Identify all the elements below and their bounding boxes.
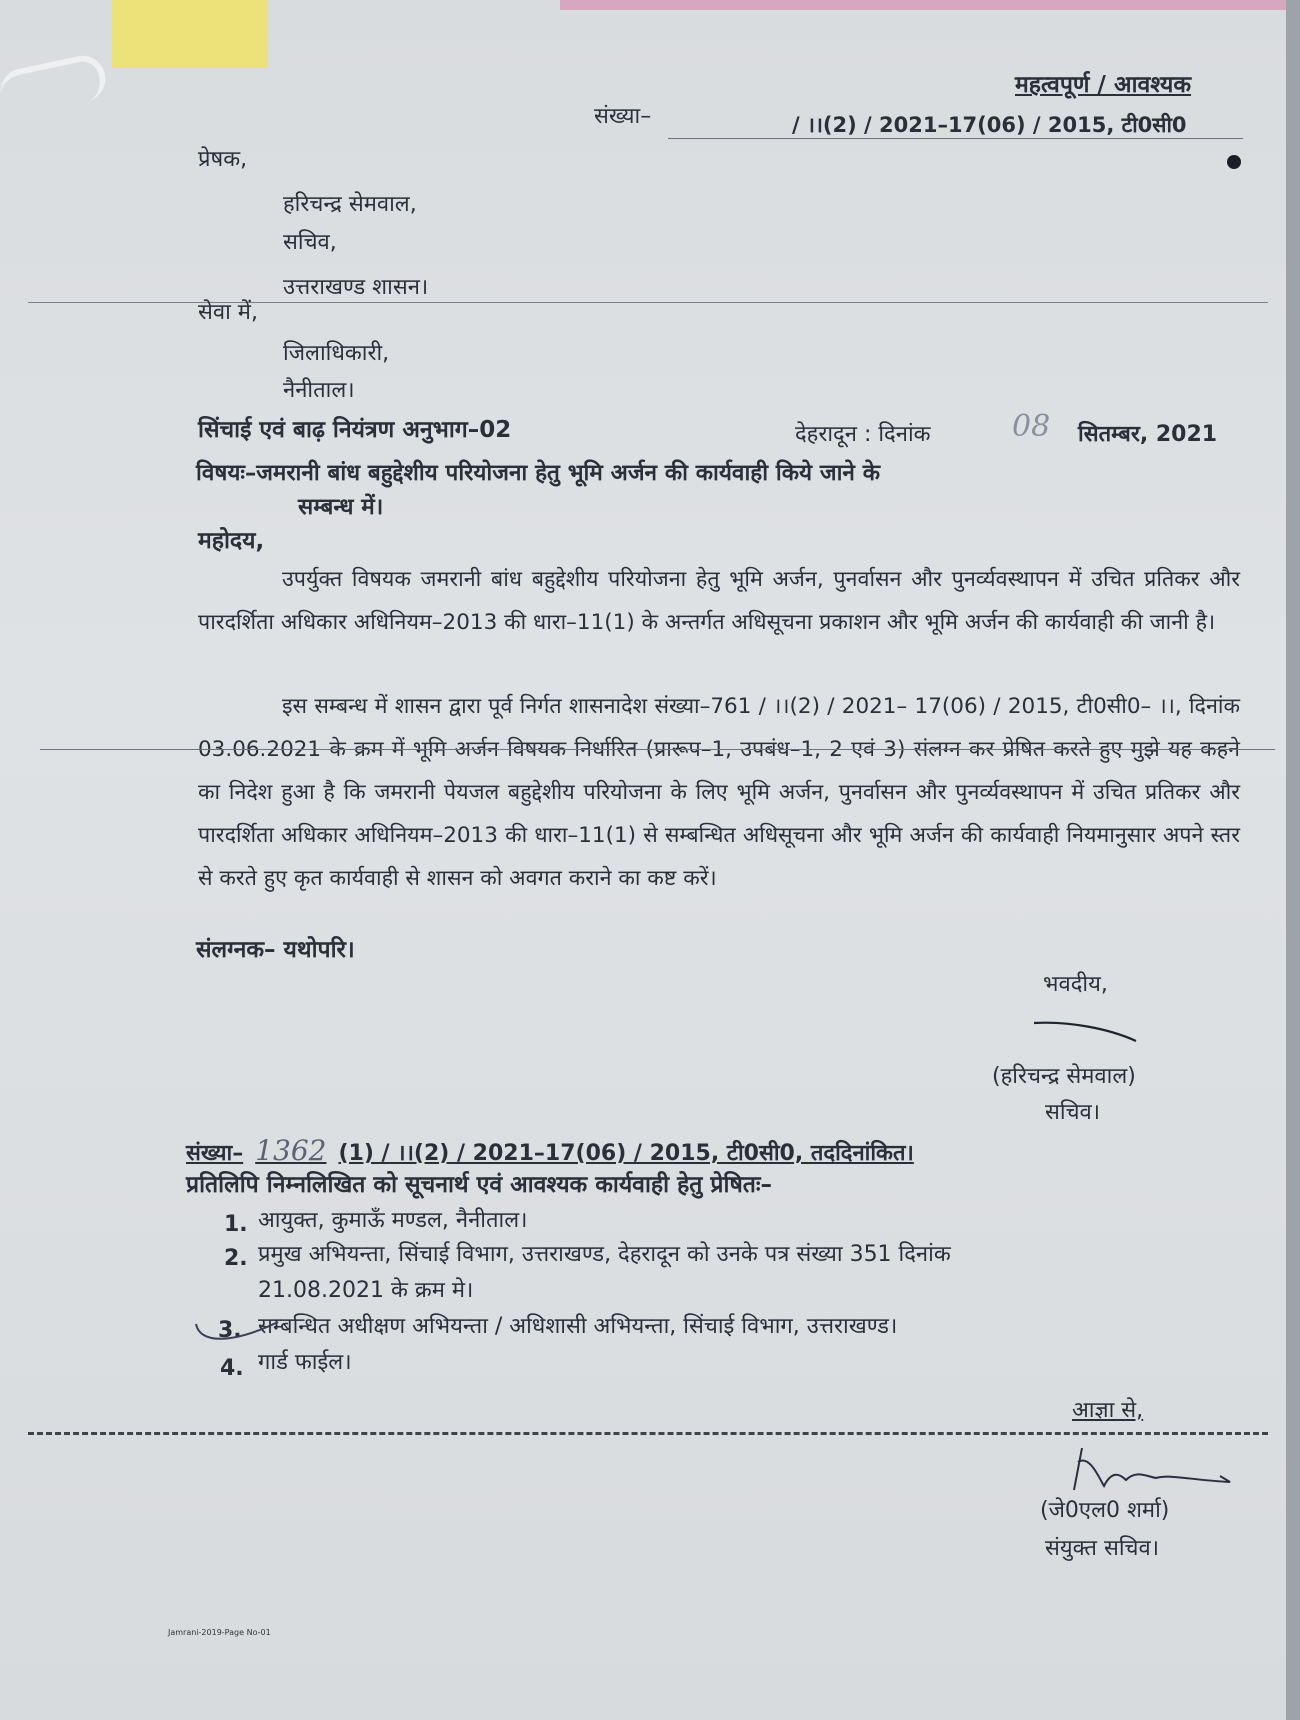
copy-number-handwritten: 1362 <box>255 1134 327 1167</box>
recipient-designation: जिलाधिकारी, <box>283 341 390 366</box>
salutation: महोदय, <box>198 528 265 554</box>
sender-name: हरिचन्द्र सेमवाल, <box>283 192 417 217</box>
copy-item-2-text: प्रमुख अभियन्ता, सिंचाई विभाग, उत्तराखण्ड, देहरादून को उनके पत्र संख्या 351 दिनांक <box>258 1242 951 1267</box>
copy-item-3-text: सम्बन्धित अधीक्षण अभियन्ता / अधिशासी अभियन्ता, सिंचाई विभाग, उत्तराखण्ड। <box>258 1314 898 1339</box>
copy-number-prefix: संख्या– <box>186 1141 244 1166</box>
subject-line-2: सम्बन्ध में। <box>298 494 384 520</box>
copy-item-2-num: 2. <box>224 1246 248 1271</box>
sticky-note <box>112 0 268 68</box>
closing-name: (हरिचन्द्र सेमवाल) <box>992 1064 1136 1089</box>
copy-item-4-num: 4. <box>220 1356 244 1381</box>
date-suffix: सितम्बर, 2021 <box>1078 422 1218 447</box>
priority-label: महत्वपूर्ण / आवश्यक <box>1015 72 1192 98</box>
reference-number: / ।।(2) / 2021–17(06) / 2015, टी0सी0 <box>792 113 1187 137</box>
copy-heading: प्रतिलिपि निम्नलिखित को सूचनार्थ एवं आवश्यक कार्यवाही हेतु प्रेषितः– <box>186 1172 773 1198</box>
sender-office: उत्तराखण्ड शासन। <box>283 275 429 300</box>
by-order: आज्ञा से, <box>1072 1398 1144 1423</box>
binding-string <box>0 51 110 118</box>
copy-item-2-text-cont: 21.08.2021 के क्रम मे। <box>258 1278 474 1303</box>
page-footer: Jamrani-2019-Page No-01 <box>168 1628 271 1637</box>
closing-regards: भवदीय, <box>1043 972 1108 997</box>
copy-number-suffix: (1) / ।।(2) / 2021–17(06) / 2015, टी0सी0, तददिनांकित। <box>338 1141 914 1166</box>
recipient-place: नैनीताल। <box>283 378 355 403</box>
sender-label: प्रेषक, <box>198 147 248 172</box>
order-designation: संयुक्त सचिव। <box>1045 1536 1160 1561</box>
secretary-signature <box>1030 1015 1140 1045</box>
reference-underline <box>668 138 1243 139</box>
copy-number-line <box>186 1136 914 1169</box>
sender-designation: सचिव, <box>283 230 337 255</box>
paragraph-1: उपर्युक्त विषयक जमरानी बांध बहुद्देशीय परियोजना हेतु भूमि अर्जन, पुनर्वासन और पुनर्व्यवस्थापन में उचित प्रतिकर और पारदर्शिता अधिकार अधिनियम–2013 की धारा–11(1) के अन्तर्गत अधिसूचना प्रकाशन और भूमि अर्जन की कार्यवाही की जानी है। <box>198 567 1240 635</box>
scan-line-2 <box>40 749 1275 750</box>
recipient-label: सेवा में, <box>198 300 258 325</box>
date-prefix: देहरादून : दिनांक <box>795 422 931 447</box>
handwritten-tick <box>192 1318 282 1348</box>
subject-line-1: विषयः–जमरानी बांध बहुद्देशीय परियोजना हेतु भूमि अर्जन की कार्यवाही किये जाने के <box>196 460 880 486</box>
joint-secretary-signature <box>1060 1440 1245 1500</box>
copy-item-3-num: 3. <box>218 1318 242 1343</box>
copy-item-1-text: आयुक्त, कुमाऊँ मण्डल, नैनीताल। <box>258 1208 528 1233</box>
enclosure: संलग्नक– यथोपरि। <box>196 937 355 963</box>
number-label: संख्या– <box>594 104 652 129</box>
handwritten-day: 08 <box>1012 409 1051 444</box>
scan-dashed-line <box>28 1432 1268 1435</box>
ink-dot <box>1227 155 1241 169</box>
pink-paper-edge <box>560 0 1300 10</box>
copy-item-1-num: 1. <box>224 1212 248 1237</box>
page-edge-shadow <box>1286 0 1300 1720</box>
closing-designation: सचिव। <box>1045 1100 1101 1125</box>
section-name: सिंचाई एवं बाढ़ नियंत्रण अनुभाग–02 <box>198 417 512 443</box>
paragraph-2: इस सम्बन्ध में शासन द्वारा पूर्व निर्गत शासनादेश संख्या–761 / ।।(2) / 2021– 17(06) / 2015, टी0सी0– ।।, दिनांक 03.06.2021 के क्रम में भूमि अर्जन विषयक निर्धारित (प्रारूप–1, उपबंध–1, 2 एवं 3) संलग्न कर प्रेषित करते हुए मुझे यह कहने का निदेश हुआ है कि जमरानी पेयजल बहुद्देशीय परियोजना के लिए भूमि अर्जन, पुनर्वासन और पुनर्व्यवस्थापन में उचित प्रतिकर और पारदर्शिता अधिकार अधिनियम–2013 की धारा–11(1) से सम्बन्धित अधिसूचना और भूमि अर्जन की कार्यवाही नियमानुसार अपने स्तर से करते हुए कृत कार्यवाही से शासन को अवगत कराने का कष्ट करें। <box>198 694 1240 891</box>
order-name: (जे0एल0 शर्मा) <box>1040 1498 1170 1523</box>
copy-item-4-text: गार्ड फाईल। <box>258 1350 352 1375</box>
